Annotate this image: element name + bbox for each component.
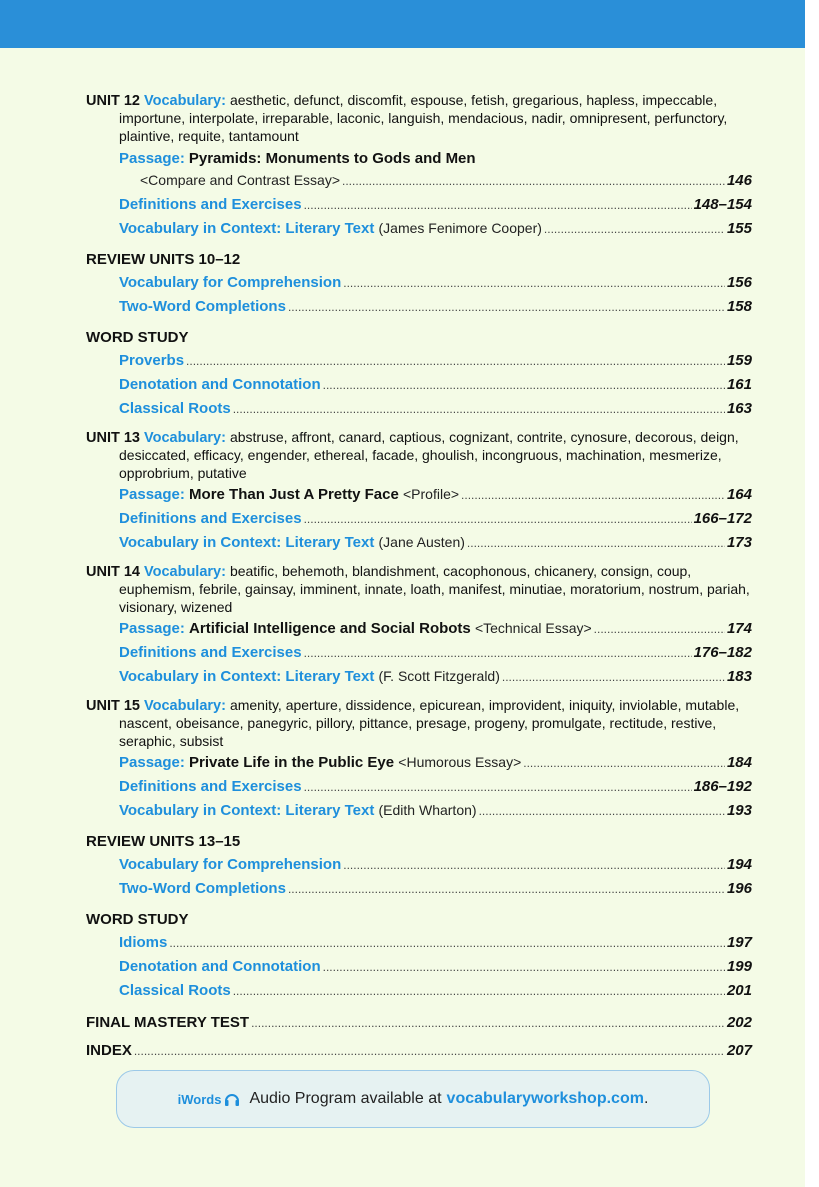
page-number: 166–172 — [693, 510, 752, 527]
iwords-logo — [178, 1090, 242, 1108]
top-color-bar — [0, 0, 805, 48]
leader-dots — [467, 532, 725, 555]
vocabulary-label: Vocabulary: — [144, 93, 226, 109]
definitions-entry[interactable] — [86, 507, 752, 531]
context-author: (F. Scott Fitzgerald) — [378, 668, 500, 684]
entry-label: Classical Roots — [119, 982, 231, 999]
entry-label: Vocabulary for Comprehension — [119, 856, 342, 873]
page-number: 146 — [726, 172, 752, 189]
leader-dots — [251, 1012, 725, 1035]
entry-label: Two-Word Completions — [119, 880, 286, 897]
context-author: (James Fenimore Cooper) — [378, 220, 542, 236]
unit-13 — [86, 429, 752, 555]
unit-header — [86, 92, 752, 146]
page-number: 158 — [726, 298, 752, 315]
entry-label: Classical Roots — [119, 400, 231, 417]
page-number: 196 — [726, 880, 752, 897]
page-number: 155 — [726, 220, 752, 237]
page-number: 197 — [726, 934, 752, 951]
leader-dots — [461, 484, 725, 507]
vocabulary-words: aesthetic, defunct, discomfit, espouse, fetish, gregarious, hapless, impeccable, importune, interpolate, irreparable, laconic, languish, mendacious, nadir, omnipresent, perfunctory, plaintive, requite, tantamount — [119, 92, 728, 144]
page-number: 184 — [726, 754, 752, 771]
toc-entry[interactable] — [86, 979, 752, 1003]
passage-title: Private Life in the Public Eye — [189, 754, 395, 771]
leader-dots — [594, 618, 725, 641]
context-entry[interactable] — [86, 665, 752, 689]
review-units-10-12 — [86, 249, 752, 319]
period: . — [643, 1090, 649, 1107]
context-entry[interactable] — [86, 217, 752, 241]
entry-label: Vocabulary for Comprehension — [119, 274, 342, 291]
passage-label: Passage: — [119, 620, 185, 637]
page-number: 183 — [726, 668, 752, 685]
entry-label: Proverbs — [119, 352, 185, 369]
passage-type: <Humorous Essay> — [398, 754, 522, 770]
passage-label: Passage: — [119, 486, 185, 503]
vocabulary-label: Vocabulary: — [144, 698, 226, 714]
leader-dots — [479, 800, 725, 823]
context-author: (Edith Wharton) — [378, 802, 477, 818]
leader-dots — [288, 878, 725, 901]
word-study-1 — [86, 327, 752, 421]
passage-title: Pyramids: Monuments to Gods and Men — [188, 150, 476, 167]
passage-type-entry[interactable] — [86, 169, 752, 193]
definitions-label: Definitions and Exercises — [119, 778, 302, 795]
toc-entry[interactable] — [86, 955, 752, 979]
definitions-entry[interactable] — [86, 641, 752, 665]
page-number: 164 — [726, 486, 752, 503]
passage-entry[interactable] — [86, 617, 752, 641]
passage-label: Passage: — [119, 150, 185, 167]
iwords-logo-text: iWords — [177, 1091, 222, 1107]
page-number: 176–182 — [693, 644, 752, 661]
leader-dots — [323, 956, 725, 979]
context-label: Vocabulary in Context: Literary Text — [119, 220, 375, 237]
definitions-label: Definitions and Exercises — [119, 510, 302, 527]
page-number: 194 — [726, 856, 752, 873]
context-author: (Jane Austen) — [378, 534, 465, 550]
passage-entry[interactable] — [86, 483, 752, 507]
unit-number: UNIT 15 — [86, 698, 140, 714]
leader-dots — [233, 398, 725, 421]
toc-entry[interactable] — [86, 931, 752, 955]
word-study-title: WORD STUDY — [86, 911, 189, 928]
leader-dots — [544, 218, 725, 241]
context-label: Vocabulary in Context: Literary Text — [119, 534, 375, 551]
page-number: 207 — [726, 1042, 752, 1059]
review-title: REVIEW UNITS 10–12 — [86, 251, 241, 268]
context-entry[interactable] — [86, 799, 752, 823]
leader-dots — [288, 296, 725, 319]
unit-number: UNIT 14 — [86, 564, 140, 580]
context-label: Vocabulary in Context: Literary Text — [119, 668, 375, 685]
definitions-label: Definitions and Exercises — [119, 644, 302, 661]
page-number: 161 — [726, 376, 752, 393]
index-entry[interactable] — [86, 1039, 752, 1063]
unit-header — [86, 563, 752, 617]
leader-dots — [304, 776, 692, 799]
page-number: 202 — [726, 1014, 752, 1031]
leader-dots — [304, 194, 692, 217]
audio-program-text: Audio Program available at — [249, 1090, 442, 1107]
passage-line[interactable] — [86, 149, 752, 169]
passage-title: More Than Just A Pretty Face — [189, 486, 399, 503]
leader-dots — [323, 374, 725, 397]
page-number: 201 — [726, 982, 752, 999]
toc-entry[interactable] — [86, 295, 752, 319]
review-units-13-15 — [86, 831, 752, 901]
passage-type: <Profile> — [403, 486, 460, 502]
audio-program-banner — [116, 1070, 710, 1128]
toc-entry[interactable] — [86, 853, 752, 877]
vocabulary-words: beatific, behemoth, blandishment, cacophonous, chicanery, consign, coup, euphemism, febrile, gainsay, imminent, innate, loath, manifest, minutiae, moratorium, nostrum, pariah, visionary, wizened — [119, 563, 750, 615]
vocabulary-words: abstruse, affront, canard, captious, cognizant, contrite, cynosure, decorous, deign, desiccated, efficacy, engender, ethereal, facade, ghoulish, incongruous, machination, mesmerize, opprobrium, putative — [119, 429, 739, 481]
definitions-entry[interactable] — [86, 193, 752, 217]
review-title: REVIEW UNITS 13–15 — [86, 833, 241, 850]
passage-label: Passage: — [119, 754, 185, 771]
entry-label: FINAL MASTERY TEST — [86, 1014, 250, 1031]
vocabulary-label: Vocabulary: — [144, 430, 226, 446]
page-number: 174 — [726, 620, 752, 637]
passage-entry[interactable] — [86, 751, 752, 775]
unit-15 — [86, 697, 752, 823]
page-number: 199 — [726, 958, 752, 975]
page-number: 159 — [726, 352, 752, 369]
leader-dots — [169, 932, 725, 955]
passage-type: <Compare and Contrast Essay> — [140, 172, 340, 188]
passage-title: Artificial Intelligence and Social Robots — [189, 620, 471, 637]
unit-12 — [86, 92, 752, 241]
page-number: 148–154 — [693, 196, 752, 213]
leader-dots — [342, 170, 725, 193]
word-study-2 — [86, 909, 752, 1003]
leader-dots — [343, 272, 725, 295]
table-of-contents — [86, 92, 752, 1063]
page-number: 173 — [726, 534, 752, 551]
word-study-title: WORD STUDY — [86, 329, 189, 346]
leader-dots — [502, 666, 725, 689]
entry-label: Denotation and Connotation — [119, 376, 321, 393]
definitions-label: Definitions and Exercises — [119, 196, 302, 213]
page-edge — [805, 0, 819, 1187]
leader-dots — [186, 350, 725, 373]
vocabulary-words: amenity, aperture, dissidence, epicurean, improvident, iniquity, inviolable, mutable, nascent, obeisance, panegyric, pillory, pittance, presage, progeny, promulgate, rectitude, restive, seraphic, subsist — [119, 697, 740, 749]
unit-header — [86, 697, 752, 751]
entry-label: Idioms — [119, 934, 168, 951]
page-number: 156 — [726, 274, 752, 291]
final-mastery-test-entry[interactable] — [86, 1011, 752, 1035]
vocabulary-label: Vocabulary: — [144, 564, 226, 580]
toc-entry[interactable] — [86, 271, 752, 295]
leader-dots — [304, 642, 692, 665]
toc-entry[interactable] — [86, 373, 752, 397]
unit-number: UNIT 13 — [86, 430, 140, 446]
leader-dots — [134, 1040, 725, 1063]
toc-entry[interactable] — [86, 877, 752, 901]
entry-label: Denotation and Connotation — [119, 958, 321, 975]
page-number: 163 — [726, 400, 752, 417]
unit-14 — [86, 563, 752, 689]
entry-label: INDEX — [86, 1042, 132, 1059]
context-entry[interactable] — [86, 531, 752, 555]
toc-entry[interactable] — [86, 397, 752, 421]
passage-type: <Technical Essay> — [474, 620, 592, 636]
leader-dots — [304, 508, 692, 531]
page-number: 186–192 — [693, 778, 752, 795]
headphones-icon — [223, 1090, 241, 1108]
leader-dots — [233, 980, 725, 1003]
entry-label: Two-Word Completions — [119, 298, 286, 315]
unit-number: UNIT 12 — [86, 93, 140, 109]
leader-dots — [523, 752, 725, 775]
unit-header — [86, 429, 752, 483]
website-link[interactable]: vocabularyworkshop.com — [446, 1090, 644, 1107]
definitions-entry[interactable] — [86, 775, 752, 799]
leader-dots — [343, 854, 725, 877]
context-label: Vocabulary in Context: Literary Text — [119, 802, 375, 819]
toc-entry[interactable] — [86, 349, 752, 373]
page-number: 193 — [726, 802, 752, 819]
